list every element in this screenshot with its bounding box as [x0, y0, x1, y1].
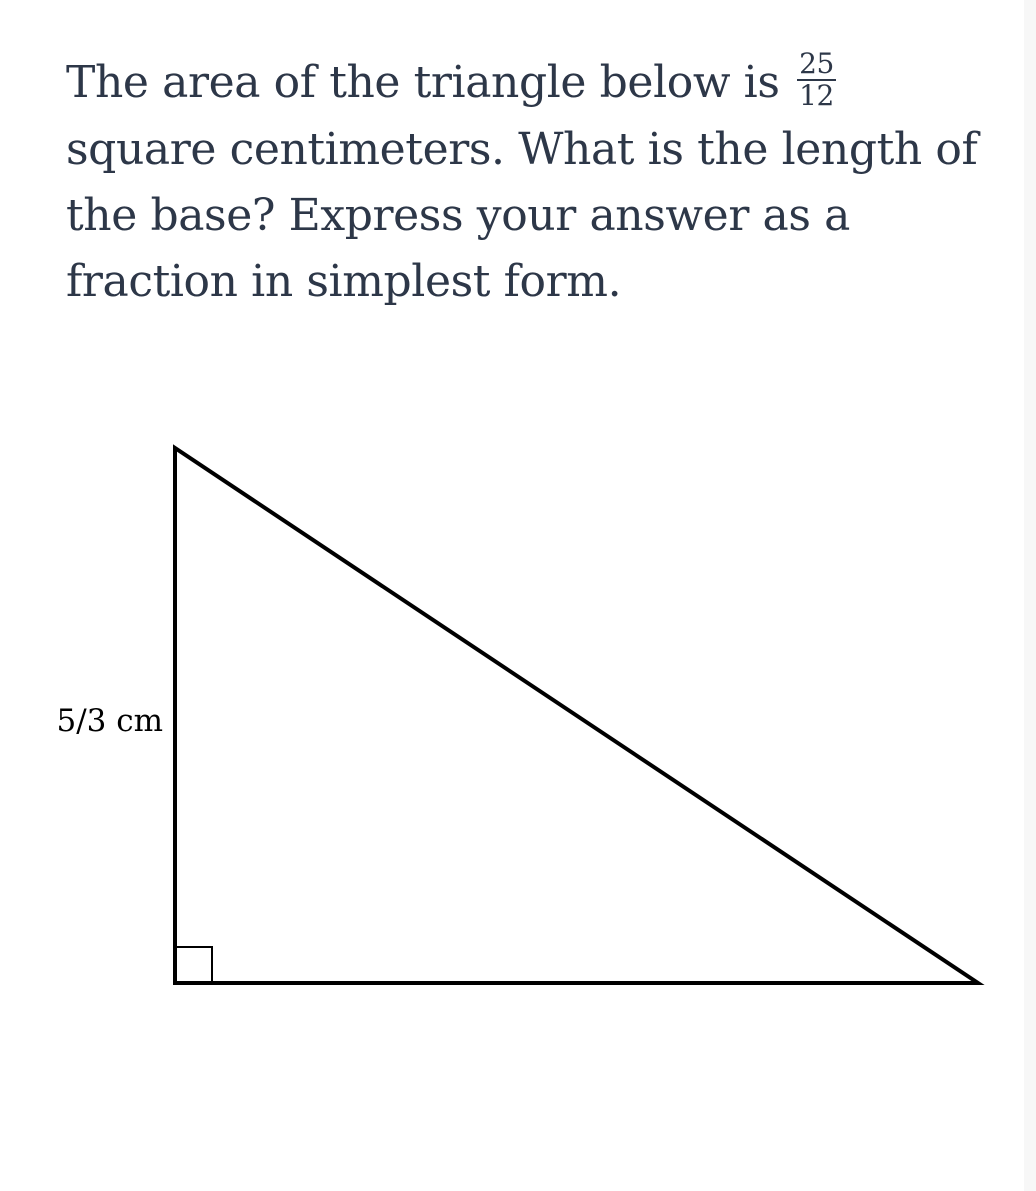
height-label: 5/3 cm [56, 703, 163, 739]
area-fraction-numerator: 25 [799, 46, 834, 80]
area-fraction-denominator: 12 [799, 78, 834, 112]
question-text-after: square centimeters. What is the length of the base? Express your answer as a fraction in simplest form. [66, 123, 978, 307]
right-triangle [175, 448, 978, 983]
right-angle-marker [176, 947, 212, 983]
question-text-before: The area of the triangle below is [66, 57, 780, 108]
